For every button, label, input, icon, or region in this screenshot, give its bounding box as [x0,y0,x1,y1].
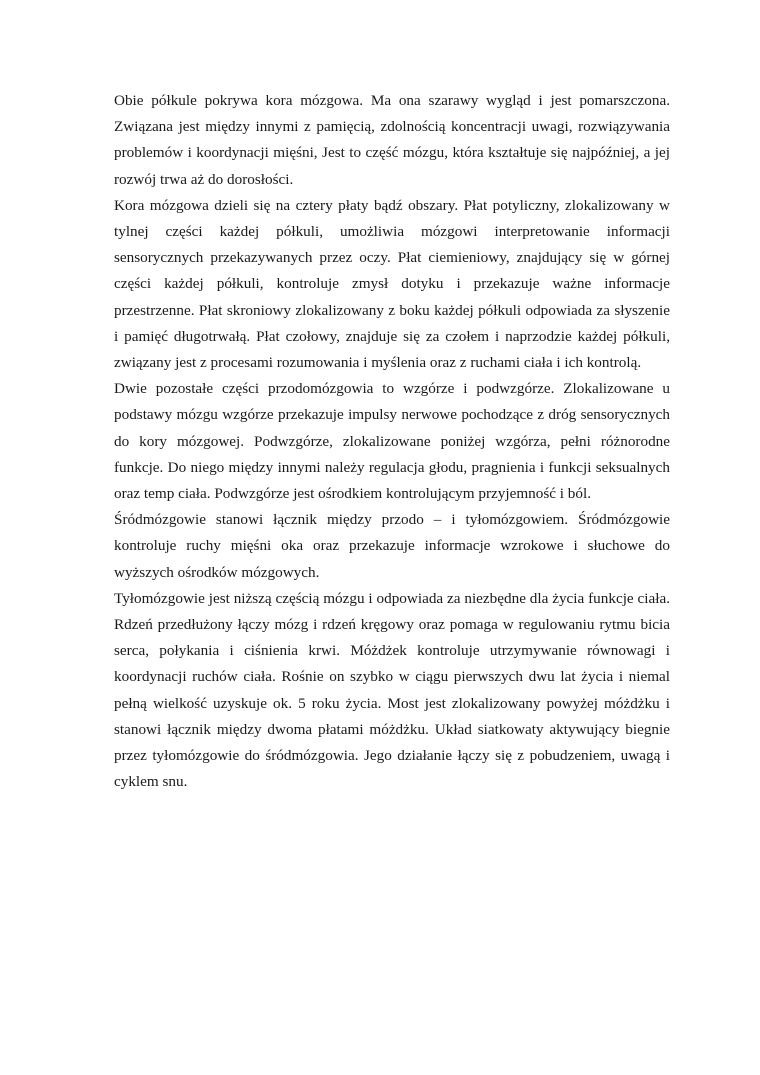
paragraph-cerebral-cortex: Obie półkule pokrywa kora mózgowa. Ma ona szarawy wygląd i jest pomarszczona. Związana jest między innymi z pamięcią, zdolnością koncentracji uwagi, rozwiązywania problemów i koordynacji mięśni, Jest to część mózgu, która kształtuje się najpóźniej, a jej rozwój trwa aż do dorosłości. [114,92,670,188]
paragraph-midbrain: Śródmózgowie stanowi łącznik między przodo – i tyłomózgowiem. Śródmózgowie kontroluje ruchy mięśni oka oraz przekazuje informacje wzrokowe i słuchowe do wyższych ośrodków mózgowych. [114,511,670,581]
document-body [114,88,670,795]
paragraph-thalamus-hypothalamus: Dwie pozostałe części przodomózgowia to wzgórze i podwzgórze. Zlokalizowane u podstawy mózgu wzgórze przekazuje impulsy nerwowe pochodzące z dróg sensorycznych do kory mózgowej. Podwzgórze, zlokalizowane poniżej wzgórza, pełni różnorodne funkcje. Do niego między innymi należy regulacja głodu, pragnienia i funkcji seksualnych oraz temp ciała. Podwzgórze jest ośrodkiem kontrolującym przyjemność i ból. [114,380,670,503]
paragraph-hindbrain: Tyłomózgowie jest niższą częścią mózgu i odpowiada za niezbędne dla życia funkcje ciała. Rdzeń przedłużony łączy mózg i rdzeń kręgowy oraz pomaga w regulowaniu rytmu bicia serca, połykania i ciśnienia krwi. Móżdżek kontroluje utrzymywanie równowagi i koordynacji ruchów ciała. Rośnie on szybko w ciągu pierwszych dwu lat życia i niemal pełną wielkość uzyskuje ok. 5 roku życia. Most jest zlokalizowany powyżej móżdżku i stanowi łącznik między dwoma płatami móżdżku. Układ siatkowaty aktywujący biegnie przez tyłomózgowie do śródmózgowia. Jego działanie łączy się z pobudzeniem, uwagą i cyklem snu. [114,589,670,791]
paragraph-brain-lobes: Kora mózgowa dzieli się na cztery płaty bądź obszary. Płat potyliczny, zlokalizowany w tylnej części każdej półkuli, umożliwia mózgowi interpretowanie informacji sensorycznych przekazywanych przez oczy. Płat ciemieniowy, znajdujący się w górnej części każdej półkuli, kontroluje zmysł dotyku i przekazuje ważne informacje przestrzenne. Płat skroniowy zlokalizowany z boku każdej półkuli odpowiada za słyszenie i pamięć długotrwałą. Płat czołowy, znajduje się za czołem i naprzodzie każdej półkuli, związany jest z procesami rozumowania i myślenia oraz z ruchami ciała i ich kontrolą. [114,196,670,372]
